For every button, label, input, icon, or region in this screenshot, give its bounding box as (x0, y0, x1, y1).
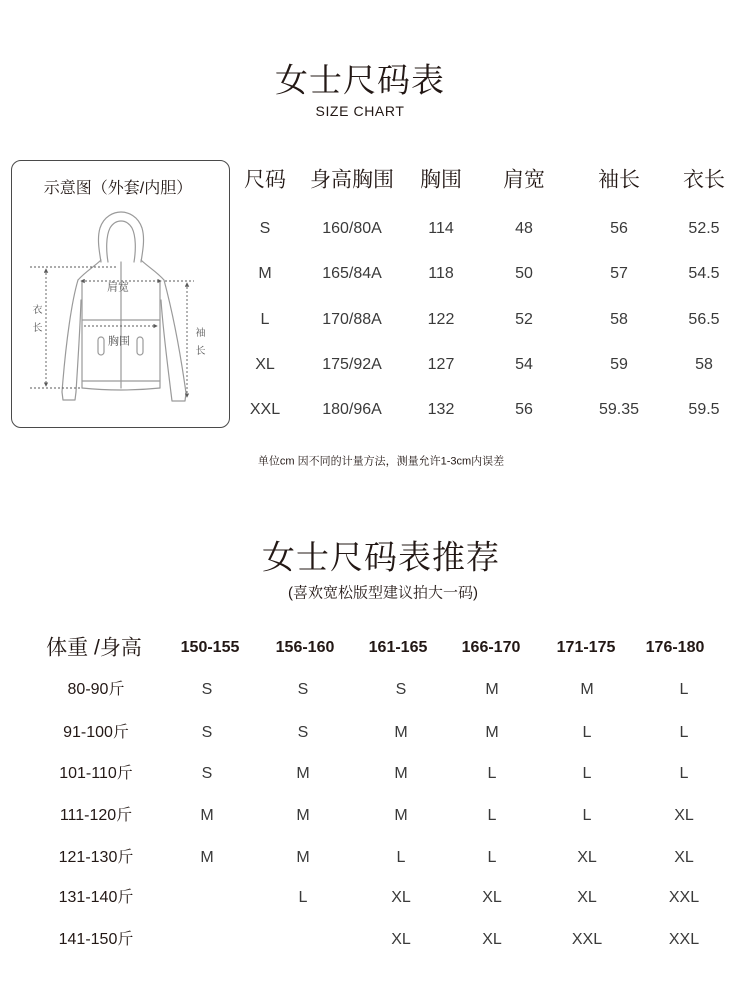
size-cell: M (485, 724, 499, 741)
cell-sleeve: 58 (610, 311, 628, 328)
cell-size: XXL (249, 401, 281, 418)
left-pocket (98, 337, 104, 355)
chest-label: 胸围 (108, 335, 130, 348)
weight-label: 80-90斤 (67, 681, 125, 698)
height-header: 150-155 (180, 639, 240, 656)
height-header: 166-170 (461, 639, 521, 656)
size-cell: XXL (668, 931, 700, 948)
cell-length: 52.5 (688, 220, 720, 237)
cell-shoulder: 48 (515, 220, 533, 237)
size-cell: L (582, 724, 592, 741)
diagram-label: 示意图（外套/内胆） (43, 180, 193, 197)
column-header-height-chest: 身高胸围 (310, 168, 394, 192)
size-cell: M (394, 765, 408, 782)
size-cell: S (297, 724, 309, 741)
weight-label: 131-140斤 (58, 889, 134, 906)
size-cell: L (487, 849, 497, 866)
hood-outer (98, 212, 143, 262)
size-cell: S (201, 724, 213, 741)
weight-label: 111-120斤 (59, 807, 133, 824)
height-header: 161-165 (368, 639, 428, 656)
cell-chest: 132 (427, 401, 455, 418)
page-title: 女士尺码表 (275, 61, 445, 99)
column-header-size: 尺码 (244, 168, 286, 192)
weight-label: 121-130斤 (58, 849, 134, 866)
cell-sleeve: 59.35 (598, 401, 640, 418)
corner-header: 体重 /身高 (46, 636, 142, 660)
cell-chest: 127 (427, 356, 455, 373)
size-cell: L (679, 681, 689, 698)
size-cell: L (396, 849, 406, 866)
size-cell: XL (577, 849, 597, 866)
cell-shoulder: 56 (515, 401, 533, 418)
size-cell: XL (482, 889, 502, 906)
size-cell: XL (674, 807, 694, 824)
cell-length: 59.5 (688, 401, 720, 418)
shoulder-label: 肩宽 (107, 281, 129, 294)
column-header-length: 衣长 (683, 168, 725, 192)
weight-label: 101-110斤 (59, 765, 133, 782)
left-cuff (62, 392, 76, 400)
cell-chest: 118 (428, 265, 454, 282)
cell-height-chest: 170/88A (322, 311, 382, 328)
height-header: 176-180 (645, 639, 705, 656)
jacket-outline (62, 212, 186, 401)
page-subtitle: SIZE CHART (315, 103, 405, 119)
column-header-shoulder: 肩宽 (503, 168, 545, 192)
cell-length: 54.5 (688, 265, 720, 282)
cell-sleeve: 59 (610, 356, 628, 373)
measurement-note: 单位cm 因不同的计量方法，测量允许1-3cm内误差 (257, 455, 505, 468)
size-cell: S (201, 681, 213, 698)
size-cell: XL (577, 889, 597, 906)
size-cell: S (297, 681, 309, 698)
size-cell: M (200, 807, 214, 824)
size-cell: XL (674, 849, 694, 866)
right-sleeve-outer (164, 280, 186, 393)
cell-height-chest: 160/80A (322, 220, 382, 237)
weight-label: 141-150斤 (58, 931, 134, 948)
size-cell: L (298, 889, 308, 906)
size-cell: M (580, 681, 594, 698)
size-cell: L (679, 765, 689, 782)
cell-sleeve: 56 (610, 220, 628, 237)
right-shoulder (141, 260, 164, 280)
cell-chest: 114 (428, 220, 454, 237)
left-sleeve-inner (76, 300, 81, 392)
height-header: 156-160 (275, 639, 335, 656)
cell-size: XL (255, 356, 275, 373)
height-header: 171-175 (556, 639, 616, 656)
size-cell: L (582, 807, 592, 824)
cell-size: S (259, 220, 271, 237)
weight-label: 91-100斤 (63, 724, 129, 741)
cell-shoulder: 52 (515, 311, 533, 328)
size-cell: M (200, 849, 214, 866)
column-header-sleeve: 袖长 (598, 168, 640, 192)
size-cell: S (395, 681, 407, 698)
recommend-title: 女士尺码表推荐 (262, 538, 500, 576)
size-cell: M (485, 681, 499, 698)
length-label: 衣长 (30, 304, 41, 340)
size-cell: XXL (571, 931, 603, 948)
size-cell: XL (391, 889, 411, 906)
size-cell: M (296, 849, 310, 866)
size-cell: M (394, 807, 408, 824)
left-shoulder (78, 260, 101, 280)
cell-length: 58 (695, 356, 713, 373)
right-cuff (171, 393, 186, 401)
size-cell: L (679, 724, 689, 741)
size-cell: L (487, 807, 497, 824)
size-cell: XXL (668, 889, 700, 906)
cell-length: 56.5 (688, 311, 720, 328)
cell-sleeve: 57 (610, 265, 628, 282)
hood-inner (107, 221, 136, 262)
cell-chest: 122 (427, 311, 455, 328)
cell-size: L (260, 311, 270, 328)
size-cell: M (296, 765, 310, 782)
size-cell: M (394, 724, 408, 741)
cell-shoulder: 54 (515, 356, 533, 373)
size-cell: S (201, 765, 213, 782)
size-cell: XL (391, 931, 411, 948)
cell-size: M (258, 265, 272, 282)
cell-height-chest: 175/92A (322, 356, 382, 373)
recommend-subtitle: (喜欢宽松版型建议拍大一码) (288, 584, 478, 602)
cell-height-chest: 180/96A (322, 401, 382, 418)
size-cell: M (296, 807, 310, 824)
cell-height-chest: 165/84A (322, 265, 382, 282)
size-cell: L (582, 765, 592, 782)
size-cell: XL (482, 931, 502, 948)
jacket-illustration (11, 160, 230, 428)
size-cell: L (487, 765, 497, 782)
right-pocket (137, 337, 143, 355)
left-sleeve-outer (62, 280, 78, 392)
cell-shoulder: 50 (515, 265, 533, 282)
right-sleeve-inner (161, 300, 171, 393)
column-header-chest: 胸围 (420, 168, 462, 192)
sleeve-label: 袖长 (193, 327, 204, 363)
